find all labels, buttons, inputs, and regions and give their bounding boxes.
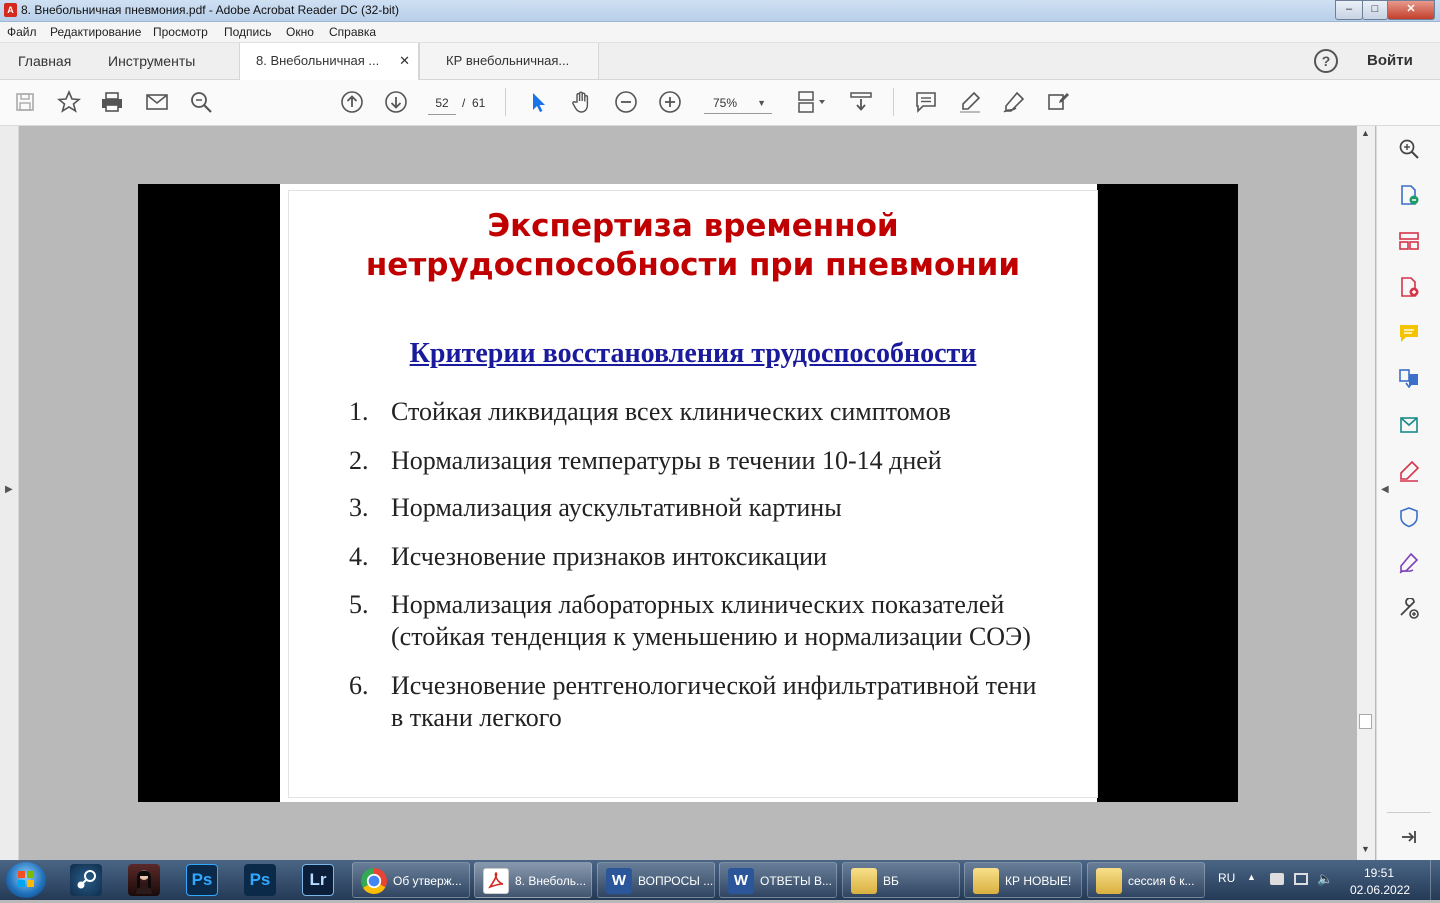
collapse-panel-icon[interactable]: ◀ xyxy=(1381,484,1389,495)
steam-icon[interactable] xyxy=(70,864,102,896)
folder-icon xyxy=(1096,868,1122,894)
email-icon[interactable] xyxy=(144,90,170,114)
list-item-text: Стойкая ликвидация всех клинических симптомов xyxy=(391,397,951,426)
prev-page-icon[interactable] xyxy=(339,90,365,114)
list-item xyxy=(349,589,1089,655)
action-center-icon[interactable] xyxy=(1270,873,1284,885)
bookmark-star-icon[interactable] xyxy=(56,90,82,114)
toolbar xyxy=(0,80,1440,126)
menu-window[interactable]: Окно xyxy=(286,25,314,39)
show-desktop-button[interactable] xyxy=(1430,860,1440,900)
total-pages: 61 xyxy=(472,96,486,110)
window-title-bar xyxy=(0,0,1440,22)
taskbar-app-word[interactable] xyxy=(597,862,715,898)
vertical-scrollbar[interactable] xyxy=(1357,126,1375,860)
zoom-in-icon[interactable] xyxy=(657,90,683,114)
taskbar xyxy=(0,860,1440,900)
hand-tool-icon[interactable] xyxy=(569,90,595,114)
close-tab-icon[interactable]: ✕ xyxy=(399,53,410,68)
list-item-number: 1. xyxy=(349,397,369,426)
zoom-out-icon[interactable] xyxy=(613,90,639,114)
menu-bar xyxy=(0,22,1440,43)
menu-help[interactable]: Справка xyxy=(329,25,377,39)
tray-expand-icon[interactable]: ▲ xyxy=(1247,872,1256,882)
photoshop-icon[interactable]: Ps xyxy=(186,864,218,896)
export-pdf-icon[interactable] xyxy=(1377,181,1440,209)
more-tools-icon[interactable] xyxy=(1377,595,1440,623)
next-page-icon[interactable] xyxy=(383,90,409,114)
taskbar-app-folder[interactable] xyxy=(1087,862,1205,898)
taskbar-app-chrome[interactable] xyxy=(352,862,470,898)
taskbar-app-label: ВОПРОСЫ ... xyxy=(638,874,714,888)
acrobat-app-icon: A xyxy=(4,3,17,17)
lightroom-icon[interactable]: Lr xyxy=(302,864,334,896)
window-title: 8. Внебольничная пневмония.pdf - Adobe Acrobat Reader DC (32-bit) xyxy=(21,3,399,17)
scroll-down-icon[interactable]: ▼ xyxy=(1361,844,1370,854)
tab-tools[interactable]: Инструменты xyxy=(108,53,196,69)
list-item-number: 4. xyxy=(349,542,369,571)
signin-button[interactable]: Войти xyxy=(1367,52,1413,69)
scroll-mode-icon[interactable] xyxy=(848,90,874,114)
word-icon: W xyxy=(606,868,632,894)
right-tools-panel xyxy=(1376,126,1440,860)
menu-edit[interactable]: Редактирование xyxy=(50,25,142,39)
tab-home[interactable]: Главная xyxy=(18,53,72,69)
taskbar-app-word[interactable] xyxy=(719,862,837,898)
taskbar-app-label: 8. Внеболь... xyxy=(515,874,587,888)
comment-tool-icon[interactable] xyxy=(1377,319,1440,347)
list-item xyxy=(349,670,1089,736)
slide-title-line2: нетрудоспособности при пневмонии xyxy=(365,247,1021,283)
folder-icon xyxy=(973,868,999,894)
highlight-pen-icon[interactable] xyxy=(957,90,983,114)
slide-title-line1: Экспертиза временной xyxy=(487,208,899,244)
clock-time[interactable]: 19:51 xyxy=(1364,866,1395,880)
folder-icon xyxy=(851,868,877,894)
comment-icon[interactable] xyxy=(913,90,939,114)
fill-sign-icon[interactable] xyxy=(1045,90,1071,114)
volume-icon[interactable]: 🔈 xyxy=(1317,871,1334,886)
taskbar-app-folder[interactable] xyxy=(842,862,960,898)
left-nav-strip xyxy=(0,126,19,860)
menu-view[interactable]: Просмотр xyxy=(153,25,208,39)
help-icon[interactable]: ? xyxy=(1314,49,1338,73)
doc-tab-active[interactable] xyxy=(239,43,419,80)
create-pdf-icon[interactable] xyxy=(1377,273,1440,301)
search-icon[interactable] xyxy=(188,90,214,114)
maximize-button[interactable]: □ xyxy=(1362,0,1388,20)
page-separator: / xyxy=(462,96,466,110)
clock-date[interactable]: 02.06.2022 xyxy=(1350,883,1411,897)
print-icon[interactable] xyxy=(99,90,125,114)
game-launcher-icon[interactable] xyxy=(128,864,160,896)
chrome-icon xyxy=(361,868,387,894)
list-item-number: 6. xyxy=(349,671,369,700)
organize-pages-icon[interactable] xyxy=(1377,227,1440,255)
menu-file[interactable]: Файл xyxy=(7,25,37,39)
taskbar-app-acrobat[interactable] xyxy=(474,862,592,898)
tabs-bar xyxy=(0,43,1440,80)
taskbar-app-label: сессия 6 к... xyxy=(1128,874,1195,888)
menu-sign[interactable]: Подпись xyxy=(224,25,272,39)
fill-sign-tool-icon[interactable] xyxy=(1377,457,1440,485)
pdf-icon xyxy=(483,868,509,894)
slide-subtitle xyxy=(289,338,1097,370)
close-button[interactable]: ✕ xyxy=(1387,0,1435,20)
taskbar-app-label: ОТВЕТЫ В... xyxy=(760,874,832,888)
list-item-text: Нормализация лабораторных клинических показателей xyxy=(391,590,1005,619)
doc-tab-label: 8. Внебольничная ... xyxy=(256,53,380,68)
slide-subtitle-text: Критерии восстановления трудоспособности xyxy=(409,338,977,369)
scroll-thumb[interactable] xyxy=(1359,714,1372,729)
start-button[interactable] xyxy=(6,862,46,898)
sign-pen-icon[interactable] xyxy=(1377,549,1440,577)
slide xyxy=(288,190,1098,798)
list-item-number: 2. xyxy=(349,446,369,475)
doc-tab-label: КР внебольничная... xyxy=(446,53,570,68)
page-view-icon[interactable] xyxy=(797,90,829,114)
collapse-arrow-icon[interactable] xyxy=(1377,823,1440,851)
list-item-text: Исчезновение рентгенологической инфильтративной тени xyxy=(391,671,1037,700)
scroll-up-icon[interactable]: ▲ xyxy=(1361,128,1370,138)
list-item-number: 3. xyxy=(349,493,369,522)
combine-files-icon[interactable] xyxy=(1377,365,1440,393)
send-for-review-icon[interactable] xyxy=(1377,411,1440,439)
list-item-text-cont: в ткани легкого xyxy=(391,703,562,732)
select-cursor-icon[interactable] xyxy=(525,90,551,114)
list-item-text: Исчезновение признаков интоксикации xyxy=(391,542,827,571)
zoom-value: 75% xyxy=(713,96,738,110)
taskbar-app-label: ВБ xyxy=(883,874,899,888)
taskbar-app-folder[interactable] xyxy=(964,862,1082,898)
page-number-input[interactable]: 52 xyxy=(428,92,456,115)
protect-shield-icon[interactable] xyxy=(1377,503,1440,531)
draw-icon[interactable] xyxy=(1001,90,1027,114)
list-item-text-cont: (стойкая тенденция к уменьшению и нормализации СОЭ) xyxy=(391,622,1031,651)
minimize-button[interactable]: – xyxy=(1335,0,1363,20)
photoshop-icon[interactable]: Ps xyxy=(244,864,276,896)
zoom-level-select[interactable] xyxy=(704,92,772,114)
doc-tab[interactable] xyxy=(419,43,599,79)
list-item-text: Нормализация аускультативной картины xyxy=(391,493,842,522)
list-item-text: Нормализация температуры в течении 10-14 дней xyxy=(391,446,942,475)
taskbar-app-label: Об утверж... xyxy=(393,874,462,888)
network-icon[interactable] xyxy=(1294,873,1308,885)
word-icon: W xyxy=(728,868,754,894)
taskbar-app-label: КР НОВЫЕ! xyxy=(1005,874,1072,888)
save-icon[interactable] xyxy=(12,90,38,114)
language-indicator[interactable]: RU xyxy=(1218,871,1236,885)
zoom-search-icon[interactable] xyxy=(1377,135,1440,163)
expand-left-panel-icon[interactable]: ▶ xyxy=(5,484,13,495)
chevron-down-icon: ▼ xyxy=(757,98,766,108)
list-item-number: 5. xyxy=(349,590,369,619)
